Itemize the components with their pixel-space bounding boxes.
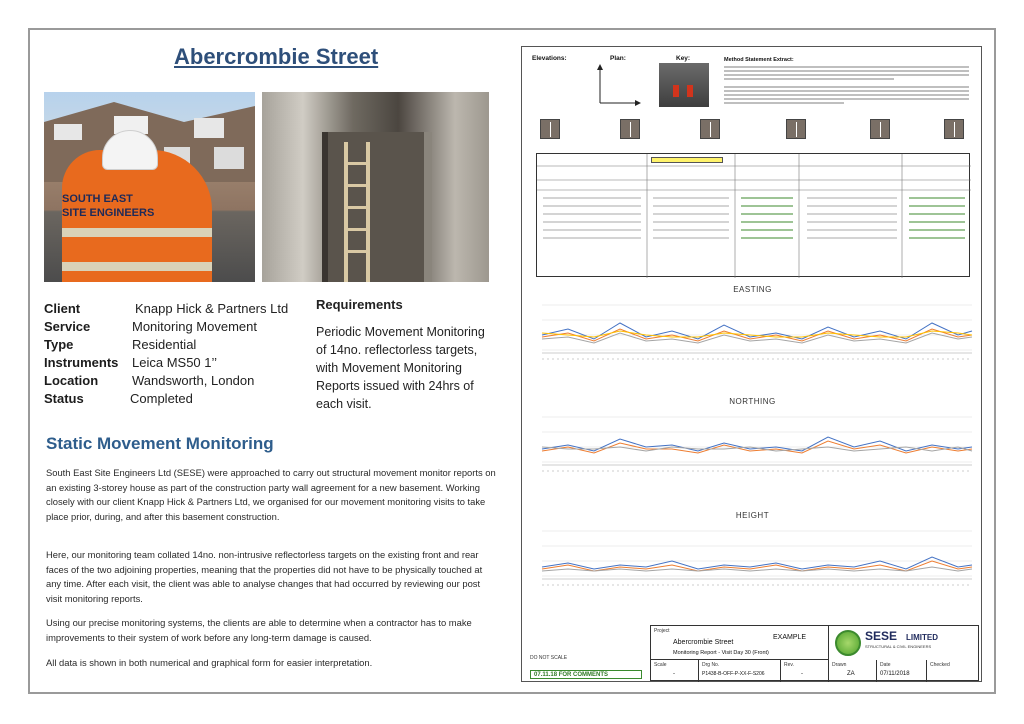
- elevation-thumbnail: [786, 119, 806, 139]
- info-key: Client: [44, 301, 81, 316]
- plan-axes-graphic: [592, 63, 642, 109]
- drawn-label: Drawn: [832, 662, 847, 668]
- info-value: Wandsworth, London: [132, 373, 255, 388]
- worker-photo: [44, 92, 255, 282]
- revision-label: Rev.: [784, 662, 794, 668]
- drawing-title-block: [650, 625, 979, 681]
- method-statement-text-lines: [724, 65, 974, 111]
- ladder-rung: [344, 162, 370, 165]
- do-not-scale-note: DO NOT SCALE: [530, 655, 568, 661]
- date-label: Date: [880, 662, 891, 668]
- vest-stripe: [62, 262, 212, 271]
- requirements-title: Requirements: [316, 297, 403, 312]
- monitoring-report-sheet: [521, 46, 982, 682]
- vest-stripe: [62, 228, 212, 237]
- easting-chart: [528, 283, 977, 373]
- paragraph: All data is shown in both numerical and graphical form for easier interpretation.: [46, 657, 373, 668]
- plan-label: Plan:: [610, 55, 626, 62]
- company-suffix: LIMITED: [906, 633, 938, 642]
- date-value: 07/11/2018: [880, 671, 910, 677]
- elevations-label: Elevations:: [532, 55, 567, 62]
- info-key: Instruments: [44, 355, 119, 370]
- sese-logo-icon: [835, 630, 861, 656]
- company-name: SESE: [865, 629, 898, 643]
- ladder-rung: [344, 184, 370, 187]
- info-value: Monitoring Movement: [132, 319, 257, 334]
- chart-title: EASTING: [733, 285, 772, 294]
- vest-text: [62, 192, 154, 220]
- paragraph: South East Site Engineers Ltd (SESE) were approached to carry out structural movement monitor reports on an existing 3-storey house as part of the construction party wall agreement for a new basement. Working closely with our client Knapp Hick & Partners Ltd, we organised for our movement monitoring visits to take place prior, during, and after this basement construction.: [46, 467, 496, 522]
- info-row: [44, 372, 288, 390]
- key-label: Key:: [676, 55, 691, 62]
- example-label: EXAMPLE: [773, 634, 807, 641]
- info-key: Service: [44, 319, 91, 334]
- northing-chart: [528, 395, 977, 485]
- vest-text-line: SITE ENGINEERS: [62, 207, 155, 219]
- readings-table-grid: [537, 154, 971, 278]
- drawing-number-value: P1438-B-OFF-P-XX-F-S206: [702, 671, 765, 677]
- elevation-thumbnail: [620, 119, 640, 139]
- info-row: [44, 318, 288, 336]
- drawing-number-label: Drg No.: [702, 662, 720, 668]
- info-value: Completed: [130, 391, 193, 406]
- northing-chart-plot: [528, 407, 977, 485]
- info-key: Type: [44, 337, 74, 352]
- scale-value: -: [673, 671, 675, 677]
- info-value: Residential: [132, 337, 197, 352]
- target-marker: [687, 85, 693, 97]
- elevation-thumbnail: [944, 119, 964, 139]
- project-label: Project: [654, 628, 670, 634]
- revision-value: -: [801, 671, 803, 677]
- info-row: [44, 336, 288, 354]
- info-row: [44, 390, 288, 408]
- height-chart: [528, 509, 977, 599]
- elevation-thumbnail: [870, 119, 890, 139]
- ladder-rung: [344, 250, 370, 253]
- paragraph: Here, our monitoring team collated 14no. non-intrusive reflectorless targets on the existing front and rear faces of the two adjoining properties, meaning that the properties did not have to be physically touched at any time. After each visit, the client was able to analyse changes that had occurred by reviewing our post visit monitoring reports.: [46, 549, 483, 604]
- checked-label: Checked: [930, 662, 950, 668]
- method-statement-title: Method Statement Extract:: [724, 57, 794, 63]
- readings-table: [536, 153, 970, 277]
- revision-comments-box: 07.11.18 FOR COMMENTS: [530, 670, 642, 679]
- requirements-text: Periodic Movement Monitoring of 14no. reflectorless targets, with Movement Monitoring Reports issued with 24hrs of each visit.: [316, 325, 485, 411]
- chart-title: NORTHING: [729, 397, 776, 406]
- target-marker: [673, 85, 679, 97]
- project-name: Abercrombie Street: [673, 639, 734, 646]
- section-title: Static Movement Monitoring: [46, 434, 274, 453]
- info-value: Knapp Hick & Partners Ltd: [135, 301, 289, 316]
- info-value: Leica MS50 1’’: [132, 355, 218, 370]
- scale-label: Scale: [654, 662, 667, 668]
- info-key: Status: [44, 391, 84, 406]
- elevation-thumbnail: [540, 119, 560, 139]
- drawn-value: ZA: [847, 671, 855, 677]
- height-chart-plot: [528, 521, 977, 599]
- project-title: Abercrombie Street: [174, 44, 379, 69]
- info-row: [44, 300, 288, 318]
- easting-chart-plot: [528, 295, 977, 373]
- key-photo: [659, 63, 709, 107]
- report-name: Monitoring Report - Visit Day 30 (Front): [673, 650, 769, 656]
- info-key: Location: [44, 373, 99, 388]
- project-info: [44, 300, 288, 408]
- ladder-rung: [344, 228, 370, 231]
- paragraph: Using our precise monitoring systems, the clients are able to determine when a contractor has to make improvements to their system of work before any long-term damage is caused.: [46, 617, 472, 643]
- info-row: [44, 354, 288, 372]
- basement-photo: [262, 92, 489, 282]
- ladder-rung: [344, 206, 370, 209]
- company-subtitle: STRUCTURAL & CIVIL ENGINEERS: [865, 644, 932, 649]
- chart-title: HEIGHT: [735, 511, 770, 520]
- vest-text-line: SOUTH EAST: [62, 193, 133, 205]
- basement-shaft: [322, 132, 432, 282]
- elevation-thumbnail: [700, 119, 720, 139]
